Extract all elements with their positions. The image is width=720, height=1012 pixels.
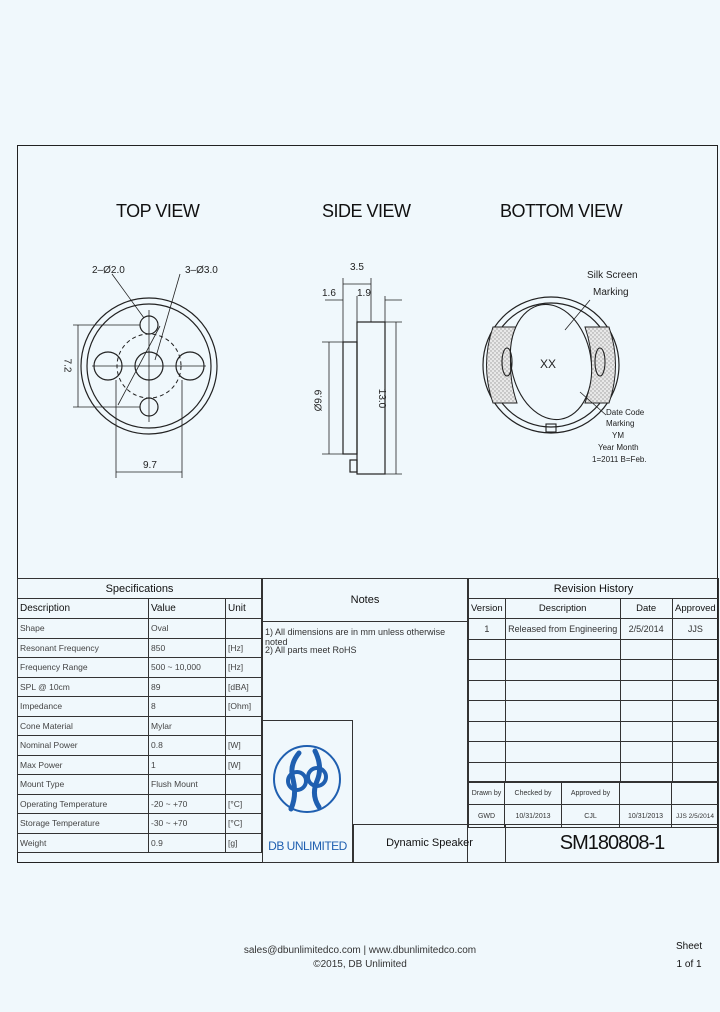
revision-history-title: Revision History	[469, 579, 719, 599]
rev-version	[469, 660, 506, 681]
table-row	[18, 833, 262, 853]
sheet-value: 1 of 1	[676, 959, 702, 970]
footer	[0, 944, 720, 972]
rev-date	[620, 742, 672, 763]
spec-value: -20 ~ +70	[149, 794, 226, 814]
rev-description	[505, 742, 620, 763]
label-date-code-4: Year Month	[598, 443, 639, 452]
rev-version	[469, 742, 506, 763]
rev-date	[620, 762, 672, 783]
spec-value: 0.9	[149, 833, 226, 853]
spec-unit: [dBA]	[226, 677, 262, 697]
spec-value: Oval	[149, 619, 226, 639]
rev-description	[505, 639, 620, 660]
rev-header-version: Version	[469, 599, 506, 619]
dim-holes-small: 2–Ø2.0	[92, 265, 125, 276]
dim-holes-large: 3–Ø3.0	[185, 265, 218, 276]
label-date-code-3: YM	[612, 431, 624, 440]
rev-date	[620, 660, 672, 681]
table-row	[469, 721, 719, 742]
spec-header-value: Value	[149, 599, 226, 619]
spec-header-description: Description	[18, 599, 149, 619]
table-row	[469, 701, 719, 722]
logo-box	[262, 720, 353, 863]
rev-date	[620, 721, 672, 742]
rev-version	[469, 721, 506, 742]
footer-copyright: ©2015, DB Unlimited	[313, 959, 407, 970]
table-row	[469, 660, 719, 681]
table-row	[18, 736, 262, 756]
rev-approved	[672, 660, 718, 681]
label-silk-screen: Silk Screen	[587, 270, 638, 281]
dim-width: 9.7	[143, 460, 157, 471]
spec-unit: [g]	[226, 833, 262, 853]
rev-version	[469, 701, 506, 722]
rev-version	[469, 680, 506, 701]
label-date-code-5: 1=2011 B=Feb.	[592, 455, 647, 464]
spec-unit: [W]	[226, 736, 262, 756]
note-line-2: 2) All parts meet RoHS	[265, 645, 357, 655]
rev-approved	[672, 721, 718, 742]
signoff-approved-date: 2/5/2014	[688, 812, 714, 820]
spec-value: 89	[149, 677, 226, 697]
label-date-code-1: Date Code	[606, 408, 645, 417]
title-block	[353, 824, 719, 863]
signoff-drawn-date: 10/31/2013	[505, 805, 562, 828]
rev-header-date: Date	[620, 599, 672, 619]
dim-outer-height: 13.0	[376, 388, 388, 409]
dim-height: 7.2	[61, 358, 73, 373]
signoff-approved-by: JJS	[676, 812, 687, 820]
table-row	[18, 697, 262, 717]
table-row	[469, 742, 719, 763]
table-row	[18, 677, 262, 697]
rev-header-description: Description	[505, 599, 620, 619]
rev-date: 2/5/2014	[620, 619, 672, 640]
label-marking-text: XX	[540, 357, 557, 371]
spec-description: Impedance	[18, 697, 149, 717]
table-row	[18, 716, 262, 736]
signoff-table	[468, 781, 719, 828]
spec-unit: [Hz]	[226, 638, 262, 658]
rev-description	[505, 762, 620, 783]
rev-approved	[672, 762, 718, 783]
spec-unit	[226, 775, 262, 795]
sheet-label: Sheet	[676, 941, 703, 952]
rev-version: 1	[469, 619, 506, 640]
spec-description: Storage Temperature	[18, 814, 149, 834]
note-line-1: 1) All dimensions are in mm unless otherwise noted	[265, 627, 446, 647]
spec-value: 1	[149, 755, 226, 775]
notes-title: Notes	[263, 579, 467, 622]
table-row	[469, 762, 719, 783]
spec-description: Operating Temperature	[18, 794, 149, 814]
top-view-title: TOP VIEW	[116, 201, 200, 221]
table-row	[18, 658, 262, 678]
table-row	[18, 775, 262, 795]
spec-description: Shape	[18, 619, 149, 639]
spec-value: 500 ~ 10,000	[149, 658, 226, 678]
side-view-title: SIDE VIEW	[322, 201, 411, 221]
signoff-drawn-by: GWD	[469, 805, 505, 828]
spec-value: -30 ~ +70	[149, 814, 226, 834]
spec-description: Weight	[18, 833, 149, 853]
rev-approved	[672, 701, 718, 722]
table-row	[18, 638, 262, 658]
table-row	[469, 680, 719, 701]
rev-approved: JJS	[672, 619, 718, 640]
rev-description	[505, 701, 620, 722]
signoff-approved-label: Approved by	[562, 782, 620, 805]
spec-unit: [°C]	[226, 794, 262, 814]
footer-contact: sales@dbunlimitedco.com | www.dbunlimitedco.com	[243, 945, 477, 956]
dim-right-width: 1.9	[357, 288, 371, 299]
table-row	[469, 619, 719, 640]
rev-description	[505, 680, 620, 701]
signoff-checked-by: CJL	[562, 805, 620, 828]
dim-left-width: 1.6	[322, 288, 336, 299]
spec-value: 0.8	[149, 736, 226, 756]
label-marking: Marking	[593, 287, 629, 298]
dim-total-width: 3.5	[350, 262, 364, 273]
part-number: SM180808-1	[559, 832, 665, 854]
rev-description: Released from Engineering	[505, 619, 620, 640]
rev-date	[620, 701, 672, 722]
spec-unit	[226, 716, 262, 736]
specifications-title: Specifications	[18, 579, 262, 599]
spec-unit: [W]	[226, 755, 262, 775]
table-row	[18, 794, 262, 814]
rev-version	[469, 639, 506, 660]
label-date-code-2: Marking	[606, 419, 635, 428]
title-description: Dynamic Speaker	[354, 825, 506, 862]
spec-value: 850	[149, 638, 226, 658]
specifications-table	[17, 578, 262, 853]
rev-approved	[672, 680, 718, 701]
table-row	[18, 619, 262, 639]
rev-approved	[672, 742, 718, 763]
spec-description: Max Power	[18, 755, 149, 775]
spec-value: 8	[149, 697, 226, 717]
spec-unit: [Hz]	[226, 658, 262, 678]
rev-date	[620, 680, 672, 701]
db-logo	[263, 723, 352, 843]
table-row	[469, 639, 719, 660]
spec-unit: [°C]	[226, 814, 262, 834]
signoff-checked-label: Checked by	[505, 782, 562, 805]
spec-unit	[226, 619, 262, 639]
spec-description: Frequency Range	[18, 658, 149, 678]
spec-description: Nominal Power	[18, 736, 149, 756]
rev-approved	[672, 639, 718, 660]
spec-value: Mylar	[149, 716, 226, 736]
spec-header-unit: Unit	[226, 599, 262, 619]
spec-value: Flush Mount	[149, 775, 226, 795]
rev-header-approved: Approved	[672, 599, 718, 619]
rev-description	[505, 660, 620, 681]
spec-description: SPL @ 10cm	[18, 677, 149, 697]
dim-inner-dia: Ø9.9	[313, 389, 325, 412]
logo-text: DB UNLIMITED	[268, 839, 347, 853]
rev-date	[620, 639, 672, 660]
rev-version	[469, 762, 506, 783]
side-view-cone	[343, 342, 357, 454]
spec-unit: [Ohm]	[226, 697, 262, 717]
table-row	[18, 755, 262, 775]
spec-description: Resonant Frequency	[18, 638, 149, 658]
spec-description: Cone Material	[18, 716, 149, 736]
signoff-drawn-label: Drawn by	[469, 782, 505, 805]
bottom-view-title: BOTTOM VIEW	[500, 201, 623, 221]
table-row	[18, 814, 262, 834]
revision-history-table	[468, 578, 719, 783]
spec-description: Mount Type	[18, 775, 149, 795]
rev-description	[505, 721, 620, 742]
signoff-checked-date: 10/31/2013	[620, 805, 672, 828]
sheet-indicator	[676, 938, 702, 974]
